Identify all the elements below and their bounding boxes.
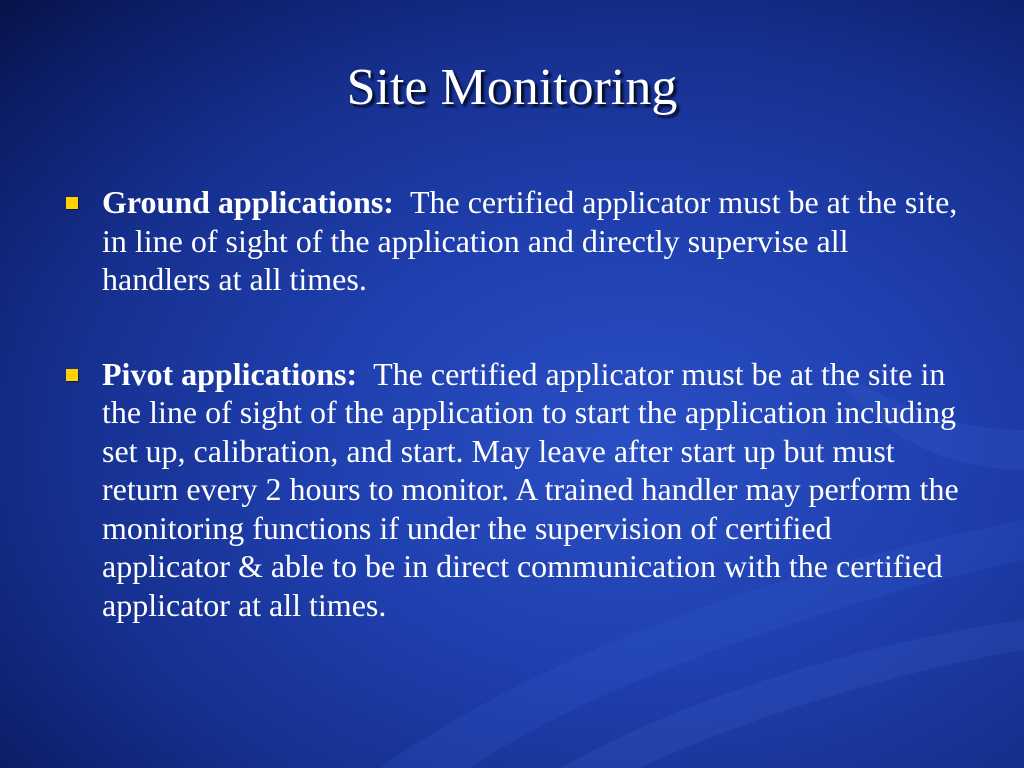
bullet-list bbox=[60, 183, 960, 624]
bullet-item-ground bbox=[60, 183, 960, 299]
bullet-lead: Ground applications: bbox=[102, 184, 394, 220]
bullet-text: The certified applicator must be at the site, in line of sight of the application and directly supervise all handlers at all times. bbox=[102, 184, 958, 297]
bullet-lead: Pivot applications: bbox=[102, 355, 358, 392]
bullet-item-pivot bbox=[60, 355, 960, 625]
bullet-text: The certified applicator must be at the site in the line of sight of the application to start the application including set up, calibration, and start. May leave after start up but must return every 2 hours to monitor. A trained handler may perform the monitoring functions if under the supervision of certified applicator & able to be in direct communication with the certified applicator at all times. bbox=[102, 355, 959, 623]
slide-title: Site Monitoring bbox=[346, 59, 678, 116]
square-bullet-icon bbox=[66, 197, 78, 209]
square-bullet-icon bbox=[66, 369, 78, 381]
